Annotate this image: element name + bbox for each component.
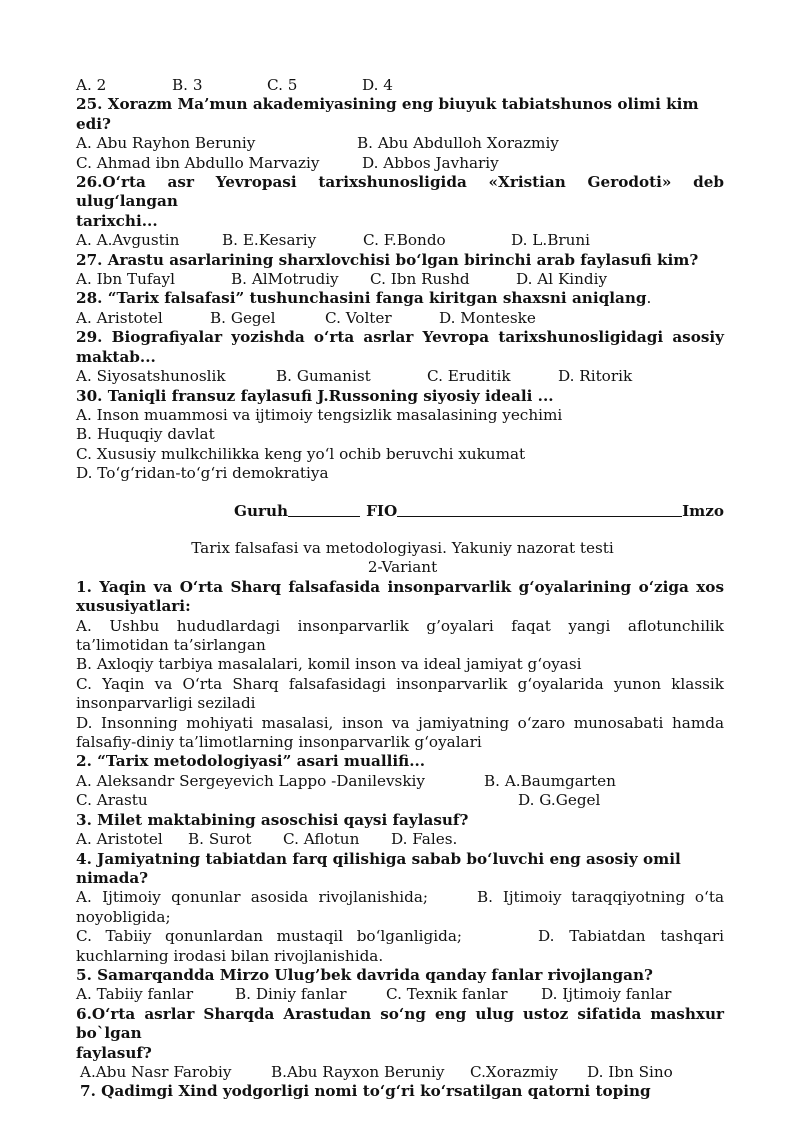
option-a: A. Ibn Tufayl [76,270,175,289]
option-c: C. Yaqin va O‘rta Sharq falsafasidagi insonparvarlik g‘oyalarida yunon klassik insonparvarligi seziladi [76,674,724,713]
option-c: C. Tabiiy qonunlardan mustaqil bo‘lganligida; [76,927,462,946]
q27-options [76,270,724,289]
question-1: 1. Yaqin va O‘rta Sharq falsafasida insonparvarlik g‘oyalarining o‘ziga xos xususiyatlari: [76,577,724,616]
document-page [76,76,724,484]
option-b: B. A.Baumgarten [484,771,616,790]
option-b: B. Abu Abdulloh Xorazmiy [357,134,559,153]
q6-options [80,1063,724,1082]
option-a: A. Tabiiy fanlar [76,985,194,1004]
option-b: B. AlMotrudiy [231,270,339,289]
question-28: 28. “Tarix falsafasi” tushunchasini fanga kiritgan shaxsni aniqlang. [76,289,652,308]
q2-options-row1 [76,772,724,791]
option-a: A. Aristotel [76,830,163,849]
variant-2-section [76,539,724,1102]
option-b: B. Gumanist [276,367,371,386]
option-d: D. G.Gegel [518,791,601,810]
question-27: 27. Arastu asarlarining sharxlovchisi bo‘lgan birinchi arab faylasufi kim? [76,250,699,269]
option-b-cont: noyobligida; [76,907,171,926]
question-5: 5. Samarqandda Mirzo Ulug’bek davrida qanday fanlar rivojlangan? [76,965,653,984]
option-c: C. Ibn Rushd [370,270,470,289]
option-c: C. Arastu [76,791,148,810]
option-c: C. Xususiy mulkchilikka keng yo‘l ochib beruvchi xukumat [76,444,526,463]
option-b: B. Surot [188,830,252,849]
option-a: A. Inson muammosi va ijtimoiy tengsizlik masalasining yechimi [76,405,563,424]
option-a: A.Abu Nasr Farobiy [80,1062,232,1081]
q26-options [76,231,724,250]
option-d: D. Al Kindiy [516,270,608,289]
option-d: D. Ibn Sino [587,1062,673,1081]
question-26-cont: tarixchi... [76,211,158,230]
option-c: C. Volter [325,308,392,327]
option-d: D. Ijtimoiy fanlar [541,985,672,1004]
option-c: C. Aflotun [283,830,360,849]
option-d: D. Monteske [439,308,536,327]
option-c: C. Ahmad ibn Abdullo Marvaziy [76,153,320,172]
fio-label: FIO [366,502,398,520]
option-a: A. Aleksandr Sergeyevich Lappo -Danilevskiy [76,771,425,790]
option-d-cont: kuchlarning irodasi bilan rivojlanishida. [76,946,384,965]
option-b: B. Diniy fanlar [235,985,347,1004]
option-c: C. F.Bondo [363,231,446,250]
q25-options-row2 [76,154,724,173]
question-2: 2. “Tarix metodologiyasi” asari muallifi... [76,752,426,771]
group-blank[interactable] [288,502,360,517]
question-3: 3. Milet maktabining asoschisi qaysi faylasuf? [76,810,469,829]
option-a: A. Ushbu hududlardagi insonparvarlik g’oyalari faqat yangi aflotunchilik ta’limotidan ta’sirlangan [76,616,724,655]
option-c: C. Texnik fanlar [386,985,508,1004]
question-6: 6.O‘rta asrlar Sharqda Arastudan so‘ng eng ulug ustoz sifatida mashxur bo`lgan [76,1004,724,1043]
option-b: B. Ijtimoiy taraqqiyotning o‘ta [477,888,724,907]
option-a: A. Siyosatshunoslik [76,367,226,386]
option-c: C.Xorazmiy [470,1062,559,1081]
test-title: Tarix falsafasi va metodologiyasi. Yakuniy nazorat testi [191,539,614,557]
option-a: A. Ijtimoiy qonunlar asosida rivojlanishida; [76,888,428,907]
option-b: B. Huquqiy davlat [76,425,215,444]
group-label: Guruh [234,502,289,520]
option-c: C. 5 [267,76,298,94]
signature-label: Imzo [682,502,724,520]
question-4: 4. Jamiyatning tabiatdan farq qilishiga sabab bo‘luvchi eng asosiy omil nimada? [76,849,681,887]
option-d: D. 4 [362,76,393,94]
question-6-cont: faylasuf? [76,1043,152,1062]
q4-options-row1 [76,888,724,907]
question-29-cont: maktab... [76,347,156,366]
q2-options-row2 [76,791,724,810]
option-b: B. E.Kesariy [222,231,317,250]
option-b: B. 3 [172,76,203,94]
q24-options [76,76,724,95]
option-a: A. Aristotel [76,308,163,327]
question-30: 30. Taniqli fransuz faylasufi J.Russoning siyosiy ideali ... [76,386,554,405]
question-26: 26.O‘rta asr Yevropasi tarixshunosligida «Xristian Gerodoti» deb ulug‘langan [76,173,724,211]
option-d: D. Insonning mohiyati masalasi, inson va jamiyatning o‘zaro munosabati hamda falsafiy-diniy ta’limotlarning insonparvarlik g‘oyalari [76,713,724,752]
fio-blank[interactable] [397,502,682,517]
option-d: D. Abbos Javhariy [362,153,499,172]
q5-options [76,985,724,1004]
q25-options-row1 [76,134,724,153]
question-29: 29. Biografiyalar yozishda o‘rta asrlar Yevropa tarixshunosligidagi asosiy [76,328,724,347]
option-b: B. Gegel [210,308,276,327]
option-d: D. Fales. [391,830,458,849]
q28-options [76,309,724,328]
option-b: B.Abu Rayxon Beruniy [271,1062,445,1081]
option-d: D. L.Bruni [511,231,591,250]
option-a: A. Abu Rayhon Beruniy [76,134,256,153]
question-25: 25. Xorazm Ma’mun akademiyasining eng biuyuk tabiatshunos olimi kim edi? [76,95,699,133]
q4-options-row2 [76,927,724,946]
option-a: A. A.Avgustin [76,231,180,250]
q3-options [76,830,724,849]
variant-label: 2-Variant [367,558,438,577]
option-d: D. Ritorik [558,367,633,386]
signature-line [234,502,724,520]
option-d: D. To‘g‘ridan-to‘g‘ri demokratiya [76,464,329,483]
option-d: D. Tabiatdan tashqari [538,927,724,946]
option-b: B. Axloqiy tarbiya masalalari, komil inson va ideal jamiyat g‘oyasi [76,655,582,674]
question-7: 7. Qadimgi Xind yodgorligi nomi to‘g‘ri ko‘rsatilgan qatorni toping [80,1082,651,1101]
q29-options [76,367,724,386]
option-a: A. 2 [76,76,107,94]
option-c: C. Eruditik [427,367,511,386]
